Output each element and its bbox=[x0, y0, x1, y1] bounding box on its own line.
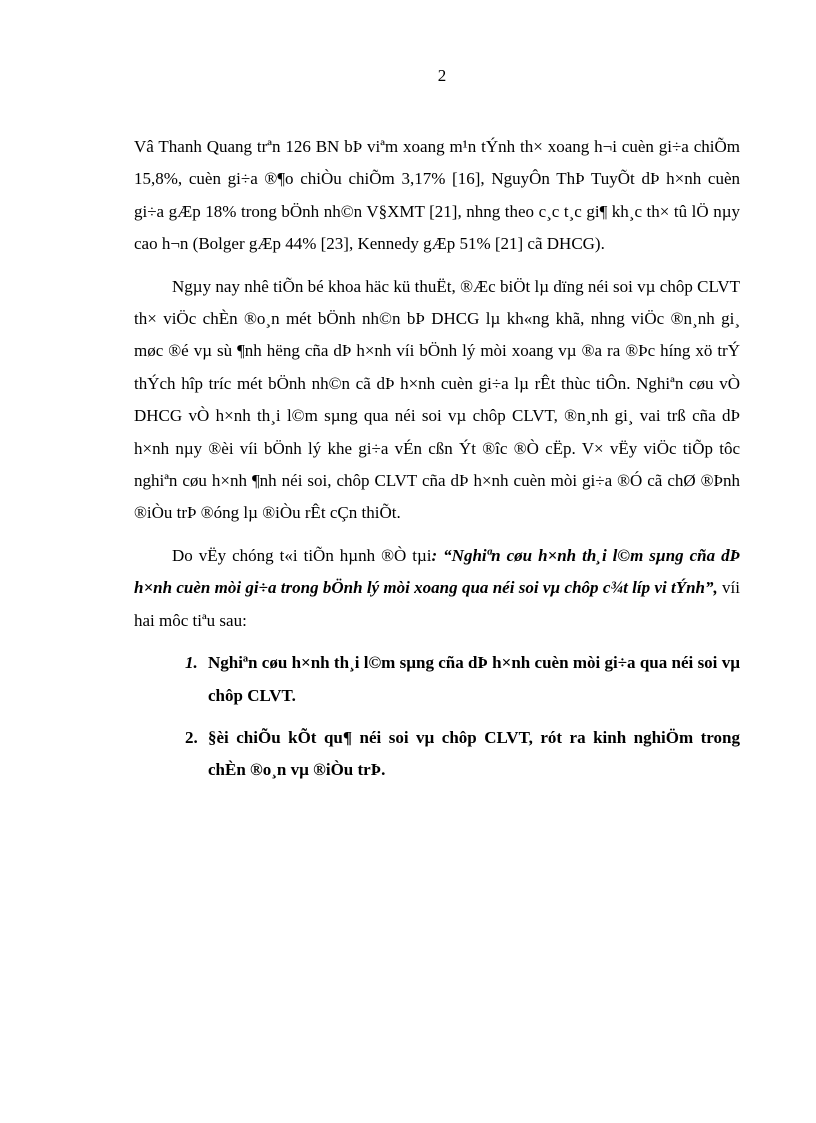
paragraph-thesis-statement bbox=[134, 540, 740, 637]
objective-text: §èi chiÕu kÕt qu¶ néi soi vµ chôp CLVT, rót ra kinh nghiÖm trong chÈn ®o¸n vµ ®iÒu trÞ. bbox=[208, 727, 740, 780]
paragraph-rationale: Ngµy nay nhê tiÕn bé khoa häc kü thuËt, ®Æc biÖt lµ dïng néi soi vµ chôp CLVT th× viÖc chÈn ®o¸n mét bÖnh nh©n bÞ DHCG lµ kh«ng khã, nhng viÖc ®n¸nh gi¸ møc ®é vµ sù ¶nh hëng cña dÞ h×nh víi bÖnh lý mòi xoang vµ ®a ra ®Þc híng xö trÝ thÝch hîp tríc mét bÖnh nh©n cã dÞ h×nh cuèn gi÷a lµ rÊt thùc tiÔn. Nghiªn cøu vÒ DHCG vÒ h×nh th¸i l©m sµng qua néi soi vµ chôp CLVT, ®n¸nh gi¸ vai trß cña dÞ h×nh nµy ®èi víi bÖnh lý khe gi÷a vÉn cßn Ýt ®îc ®Ò cËp. V× vËy viÖc tiÕp tôc nghiªn cøu h×nh ¶nh néi soi, chôp CLVT cña dÞ h×nh cuèn mòi gi÷a ®Ó cã chØ ®Þnh ®iÒu trÞ ®óng lµ ®iÒu rÊt cÇn thiÕt. bbox=[134, 276, 740, 523]
body-text bbox=[134, 131, 740, 797]
thesis-tail-text: víi hai môc tiªu sau: bbox=[134, 578, 741, 630]
objective-item bbox=[134, 722, 740, 787]
thesis-lead-text: Do vËy chóng t«i tiÕn hµnh ®Ò tµi bbox=[172, 545, 432, 565]
page-number: 2 bbox=[437, 66, 447, 85]
objective-number: 2. bbox=[185, 727, 198, 747]
objective-number: 1. bbox=[185, 653, 198, 673]
thesis-title: : “Nghiªn cøu h×nh th¸i l©m sµng cña dÞ h×nh cuèn mòi gi÷a trong bÖnh lý mòi xoang qua néi soi vµ chôp c¾t líp vi tÝnh”, bbox=[134, 545, 741, 598]
objectives-list bbox=[134, 647, 740, 787]
paragraph-prior-studies: Vâ Thanh Quang trªn 126 BN bÞ viªm xoang m¹n tÝnh th× xoang h¬i cuèn gi÷a chiÕm 15,8%, cuèn gi÷a ®¶o chiÒu chiÕm 3,17% [16], NguyÔn ThÞ TuyÕt dÞ h×nh cuèn gi÷a gÆp 18% trong bÖnh nh©n V§XMT [21], nhng theo c¸c t¸c gi¶ kh¸c th× tû lÖ nµy cao h¬n (Bolger gÆp 44% [23], Kennedy gÆp 51% [21] cã DHCG). bbox=[134, 137, 740, 254]
objective-item bbox=[134, 647, 740, 712]
objective-text: Nghiªn cøu h×nh th¸i l©m sµng cña dÞ h×nh cuèn mòi gi÷a qua néi soi vµ chôp CLVT. bbox=[208, 653, 740, 705]
